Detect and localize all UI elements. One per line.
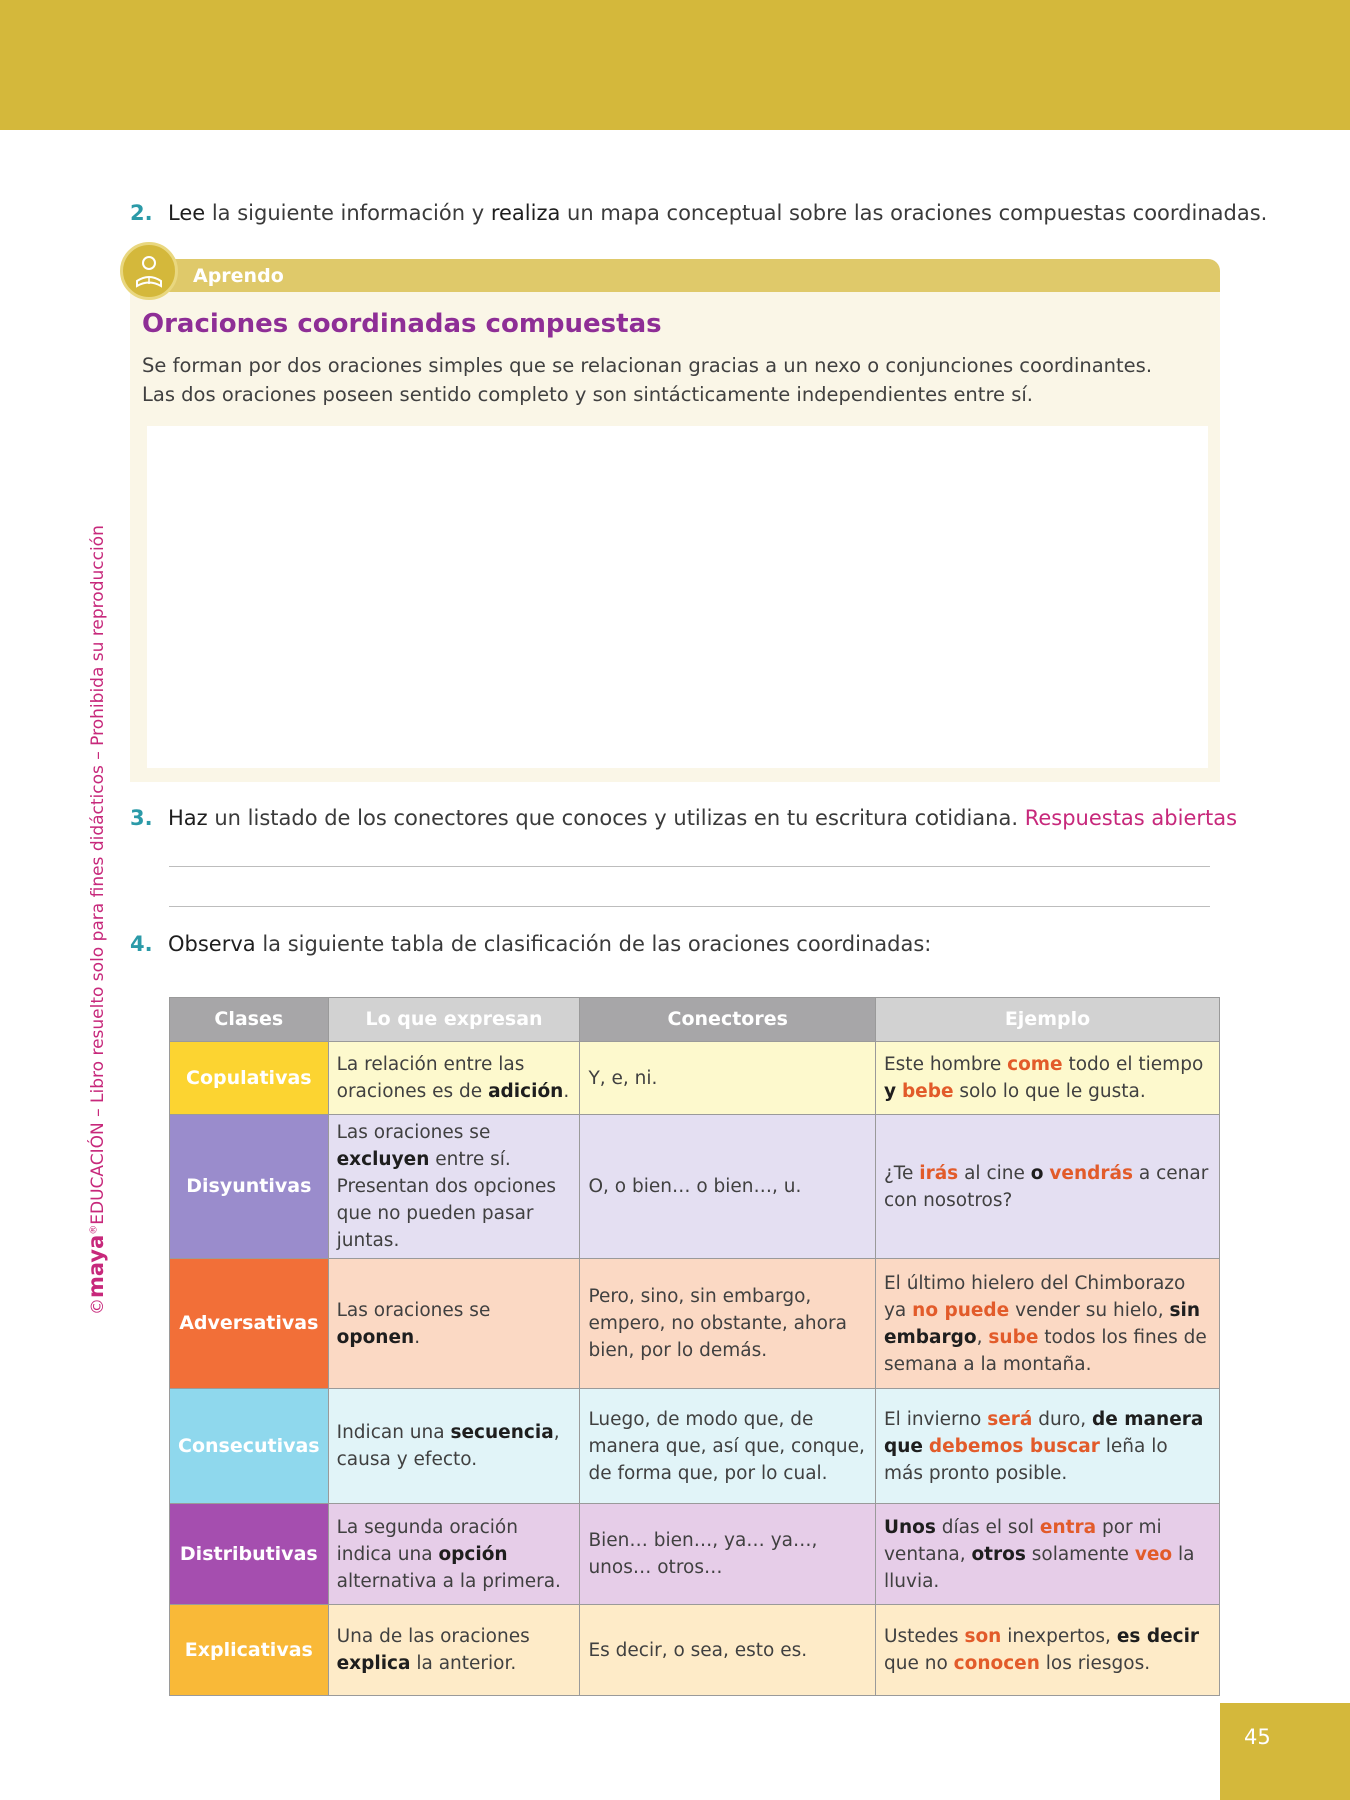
table-row [170, 1042, 1220, 1115]
ejemplo-cell: El invierno será duro, de manera que debemos buscar leña lo más pronto posible. [875, 1389, 1219, 1504]
reader-icon [120, 242, 178, 300]
header-conectores: Conectores [580, 998, 876, 1042]
header-ejemplo: Ejemplo [875, 998, 1219, 1042]
header-lo-que-expresan: Lo que expresan [328, 998, 580, 1042]
class-cell: Adversativas [170, 1259, 329, 1389]
table-row [170, 1115, 1220, 1259]
conectores-cell: O, o bien… o bien…, u. [580, 1115, 876, 1259]
answer-line[interactable] [169, 866, 1210, 867]
header-clases: Clases [170, 998, 329, 1042]
ejemplo-cell: Unos días el sol entra por mi ventana, otros solamente veo la lluvia. [875, 1504, 1219, 1605]
table-row [170, 1605, 1220, 1696]
aprendo-title: Oraciones coordinadas compuestas [142, 309, 662, 339]
class-cell: Distributivas [170, 1504, 329, 1605]
class-cell: Consecutivas [170, 1389, 329, 1504]
classification-table [169, 997, 1220, 1696]
table-header-row [170, 998, 1220, 1042]
expresan-cell: La segunda oración indica una opción alternativa a la primera. [328, 1504, 580, 1605]
expresan-cell: Las oraciones se excluyen entre sí. Presentan dos opciones que no pueden pasar juntas. [328, 1115, 580, 1259]
question-number: 3. [130, 806, 153, 830]
table-row [170, 1389, 1220, 1504]
expresan-cell: Las oraciones se oponen. [328, 1259, 580, 1389]
top-color-band [0, 0, 1350, 130]
question-4: 4. Observa la siguiente tabla de clasificación de las oraciones coordinadas: [130, 932, 932, 956]
conectores-cell: Bien… bien…, ya… ya…, unos… otros… [580, 1504, 876, 1605]
ejemplo-cell: Ustedes son inexpertos, es decir que no conocen los riesgos. [875, 1605, 1219, 1696]
table-row [170, 1259, 1220, 1389]
copyright-side-note: ©maya®EDUCACIÓN – Libro resuelto solo para fines didácticos – Prohibida su reproducción [84, 525, 108, 1315]
aprendo-label: Aprendo [130, 259, 1220, 292]
expresan-cell: Indican una secuencia, causa y efecto. [328, 1389, 580, 1504]
question-number: 4. [130, 932, 153, 956]
conectores-cell: Y, e, ni. [580, 1042, 876, 1115]
expresan-cell: Una de las oraciones explica la anterior. [328, 1605, 580, 1696]
question-2: 2. Lee la siguiente información y realiza un mapa conceptual sobre las oraciones compuestas coordinadas. [130, 201, 1268, 225]
aprendo-text: Se forman por dos oraciones simples que se relacionan gracias a un nexo o conjunciones coordinantes. Las dos oraciones poseen sentido completo y son sintácticamente independientes entre sí. [142, 354, 1153, 406]
ejemplo-cell: El último hielero del Chimborazo ya no puede vender su hielo, sin embargo, sube todos los fines de semana a la montaña. [875, 1259, 1219, 1389]
conectores-cell: Es decir, o sea, esto es. [580, 1605, 876, 1696]
question-3: 3. Haz un listado de los conectores que conoces y utilizas en tu escritura cotidiana. Respuestas abiertas [130, 806, 1238, 830]
conectores-cell: Pero, sino, sin embargo, empero, no obstante, ahora bien, por lo demás. [580, 1259, 876, 1389]
table-row [170, 1504, 1220, 1605]
answer-note: Respuestas abiertas [1024, 806, 1238, 830]
question-number: 2. [130, 201, 153, 225]
class-cell: Disyuntivas [170, 1115, 329, 1259]
aprendo-box [130, 259, 1220, 782]
brand-logo: maya [84, 1234, 108, 1298]
conectores-cell: Luego, de modo que, de manera que, así que, conque, de forma que, por lo cual. [580, 1389, 876, 1504]
answer-line[interactable] [169, 906, 1210, 907]
concept-map-answer-area[interactable] [147, 426, 1208, 768]
class-cell: Explicativas [170, 1605, 329, 1696]
ejemplo-cell: Este hombre come todo el tiempo y bebe solo lo que le gusta. [875, 1042, 1219, 1115]
class-cell: Copulativas [170, 1042, 329, 1115]
page-number: 45 [1220, 1703, 1350, 1800]
ejemplo-cell: ¿Te irás al cine o vendrás a cenar con nosotros? [875, 1115, 1219, 1259]
expresan-cell: La relación entre las oraciones es de adición. [328, 1042, 580, 1115]
